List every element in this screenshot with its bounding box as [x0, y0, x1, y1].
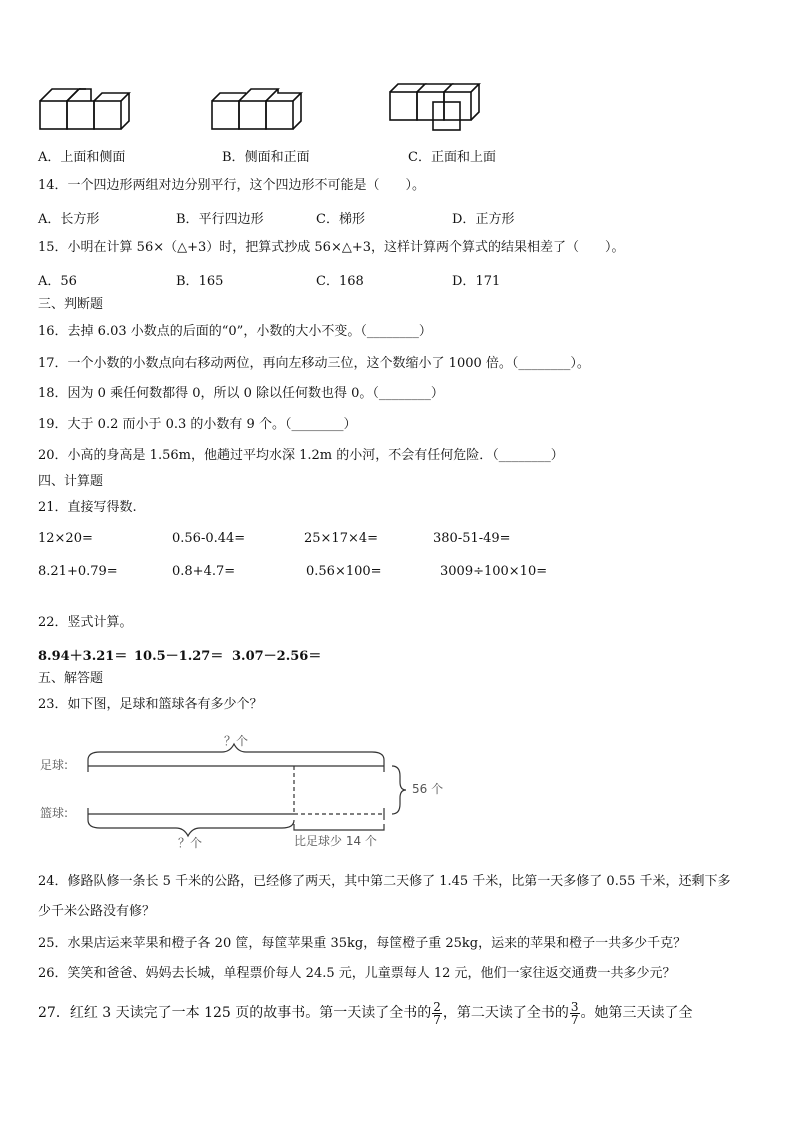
q14-option-c[interactable] [316, 208, 365, 227]
option-key: B． [222, 150, 245, 165]
q21-item: 0.56×100= [306, 564, 382, 579]
q13-option-c[interactable] [408, 146, 496, 165]
q22-item: 3.07－2.56＝ [232, 649, 322, 664]
q21-stem: 21．直接写得数. [38, 500, 137, 515]
section-heading-calculation: 四、计算题 [38, 474, 104, 489]
option-text: 平行四边形 [198, 212, 264, 227]
option-key: C． [408, 150, 431, 165]
option-text: 56 [60, 274, 77, 289]
fraction-denominator: 7 [570, 1012, 579, 1027]
basketball-unknown-label: ？个 [178, 836, 203, 850]
q24-line2: 少千米公路没有修？ [38, 904, 156, 919]
q13-option-a[interactable] [38, 146, 125, 165]
q21-item: 25×17×4= [304, 531, 379, 546]
q14-option-d[interactable] [452, 208, 514, 227]
q21-item: 0.8+4.7= [172, 564, 236, 579]
q14-option-b[interactable] [176, 208, 264, 227]
q15-option-d[interactable] [452, 270, 500, 289]
q27-part3: 。她第三天读了全 [580, 1005, 693, 1021]
difference-label: 比足球少 14 个 [294, 834, 377, 848]
section-heading-judgement: 三、判断题 [38, 297, 104, 312]
cube-figure-b [210, 86, 306, 132]
q21-item: 8.21+0.79= [38, 564, 118, 579]
option-text: 正方形 [475, 212, 515, 227]
option-key: D． [452, 274, 476, 289]
q16: 16．去掉 6.03 小数点的后面的“0”，小数的大小不变。（________） [38, 324, 432, 339]
option-key: A． [38, 150, 61, 165]
total-label: 56 个 [412, 782, 444, 796]
option-text: 上面和侧面 [60, 150, 126, 165]
bar-diagram [38, 732, 458, 852]
basketball-label: 篮球: [40, 806, 69, 820]
q17: 17．一个小数的小数点向右移动两位，再向左移动三位，这个数缩小了 1000 倍。（________）。 [38, 356, 590, 371]
q13-option-b[interactable] [222, 146, 310, 165]
football-unknown-label: ？个 [224, 734, 249, 748]
option-text: 侧面和正面 [244, 150, 310, 165]
q15-option-a[interactable] [38, 270, 77, 289]
q22-stem: 22．竖式计算。 [38, 615, 133, 630]
option-key: A． [38, 274, 61, 289]
option-text: 168 [338, 274, 364, 289]
fraction-denominator: 7 [433, 1012, 441, 1027]
option-key: B． [176, 212, 199, 227]
option-text: 梯形 [338, 212, 365, 227]
football-label: 足球: [40, 758, 69, 772]
option-key: B． [176, 274, 199, 289]
q26: 26．笑笑和爸爸、妈妈去长城，单程票价每人 24.5 元，儿童票每人 12 元，他们一家往返交通费一共多少元？ [38, 966, 676, 981]
q20: 20．小高的身高是 1.56m，他趟过平均水深 1.2m 的小河，不会有任何危险．（________） [38, 448, 564, 463]
q15-option-c[interactable] [316, 270, 364, 289]
q21-item: 0.56-0.44= [172, 531, 246, 546]
q15-option-b[interactable] [176, 270, 223, 289]
q22-item: 8.94＋3.21＝ [38, 649, 128, 664]
option-text: 171 [475, 274, 501, 289]
section-heading-solve: 五、解答题 [38, 671, 104, 686]
fraction-numerator: 2 [433, 999, 441, 1014]
q21-item: 380-51-49= [433, 531, 511, 546]
q21-item: 12×20= [38, 531, 93, 546]
option-key: D． [452, 212, 476, 227]
option-key: C． [316, 274, 339, 289]
q24-line1: 24．修路队修一条长 5 千米的公路，已经修了两天，其中第二天修了 1.45 千米，比第一天多修了 0.55 千米，还剩下多 [38, 874, 731, 889]
q27-part1: 27．红红 3 天读完了一本 125 页的故事书。第一天读了全书的 [38, 1005, 432, 1021]
q15-stem: 15．小明在计算 56×（△+3）时，把算式抄成 56×△+3，这样计算两个算式的结果相差了（ ）。 [38, 240, 625, 255]
option-text: 165 [198, 274, 224, 289]
q14-option-a[interactable] [38, 208, 99, 227]
q27 [38, 1000, 693, 1026]
cube-figure-a [38, 86, 134, 132]
option-key: A． [38, 212, 61, 227]
fraction-numerator: 3 [570, 999, 579, 1014]
q22-item: 10.5－1.27＝ [134, 649, 224, 664]
cube-figure-c [388, 80, 484, 132]
q19: 19．大于 0.2 而小于 0.3 的小数有 9 个。（________） [38, 417, 357, 432]
q27-part2: ，第二天读了全书的 [442, 1005, 569, 1021]
option-key: C． [316, 212, 339, 227]
fraction-three-sevenths [570, 1001, 580, 1026]
q14-stem: 14．一个四边形两组对边分别平行，这个四边形不可能是（ ）。 [38, 178, 426, 193]
fraction-two-sevenths [432, 1001, 442, 1026]
q25: 25．水果店运来苹果和橙子各 20 筐，每筐苹果重 35kg，每筐橙子重 25kg，运来的苹果和橙子一共多少千克？ [38, 936, 687, 951]
q23-stem: 23．如下图，足球和篮球各有多少个？ [38, 697, 263, 712]
option-text: 正面和上面 [430, 150, 496, 165]
q21-item: 3009÷100×10= [440, 564, 548, 579]
q23-line-diagram [38, 732, 458, 852]
q18: 18．因为 0 乘任何数都得 0，所以 0 除以任何数也得 0。（________） [38, 386, 444, 401]
difference-bracket [290, 824, 390, 834]
option-text: 长方形 [60, 212, 100, 227]
